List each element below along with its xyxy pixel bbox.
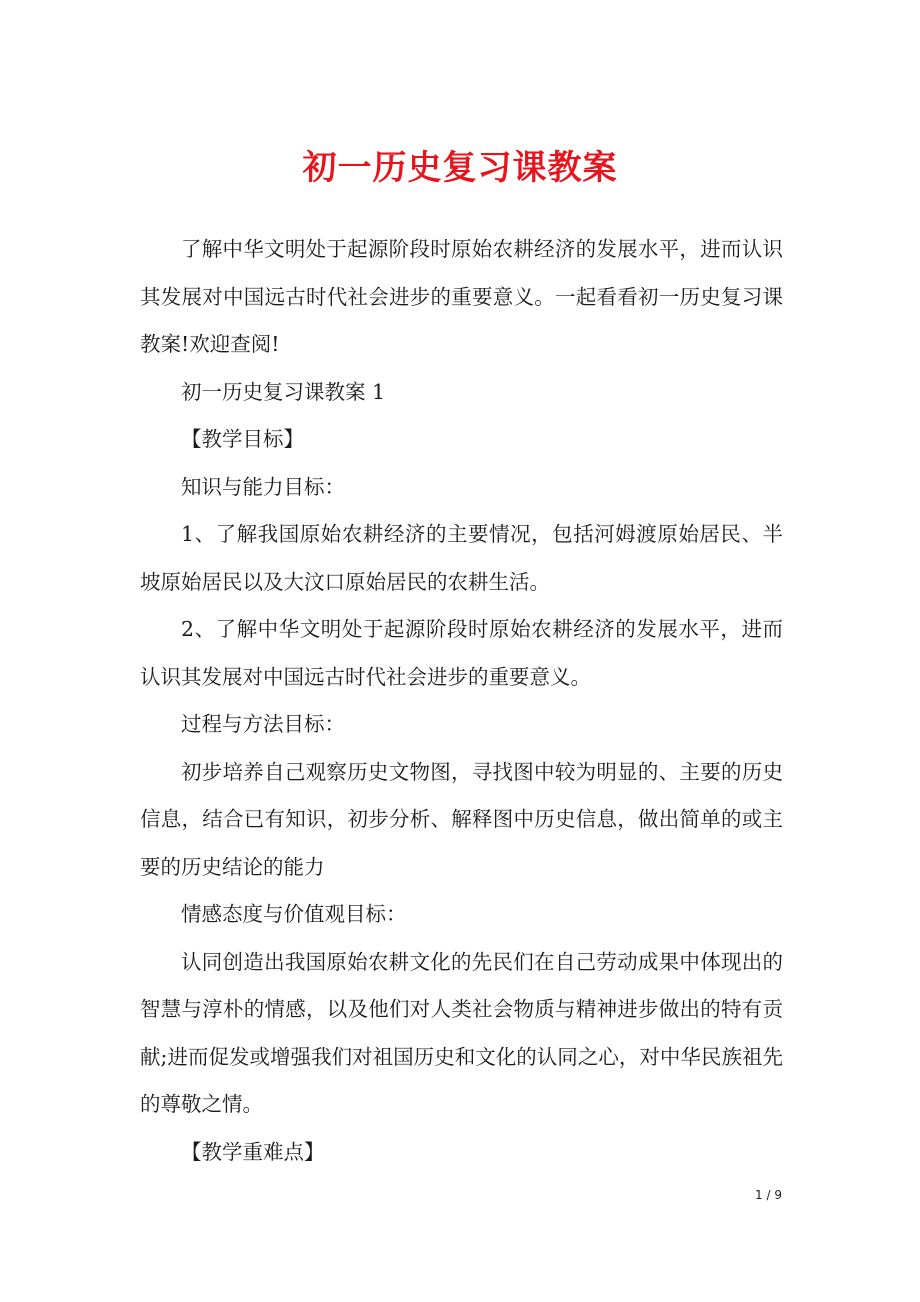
- paragraph-emotion-detail: 认同创造出我国原始农耕文化的先民们在自己劳动成果中体现出的智慧与淳朴的情感，以及他们对人类社会物质与精神进步做出的特有贡献;进而促发或增强我们对祖国历史和文化的认同之心，对中华民族祖先的尊敬之情。: [140, 949, 783, 1116]
- paragraph-method-goals: 过程与方法目标：: [181, 712, 345, 736]
- document-body: [140, 226, 783, 1176]
- paragraph-emotion-goals: 情感态度与价值观目标：: [181, 902, 407, 926]
- page-number: 1 / 9: [755, 1188, 782, 1202]
- paragraph-goal-2: 2、了解中华文明处于起源阶段时原始农耕经济的发展水平，进而认识其发展对中国远古时代社会进步的重要意义。: [140, 617, 783, 689]
- document-title: 初一历史复习课教案: [302, 148, 618, 188]
- paragraph-goal-1: 1、了解我国原始农耕经济的主要情况，包括河姆渡原始居民、半坡原始居民以及大汶口原始居民的农耕生活。: [140, 522, 783, 594]
- paragraph-method-detail: 初步培养自己观察历史文物图，寻找图中较为明显的、主要的历史信息，结合已有知识，初步分析、解释图中历史信息，做出简单的或主要的历史结论的能力: [140, 759, 783, 879]
- paragraph-intro: 了解中华文明处于起源阶段时原始农耕经济的发展水平，进而认识其发展对中国远古时代社会进步的重要意义。一起看看初一历史复习课教案!欢迎查阅!: [140, 237, 783, 356]
- paragraph-key-points: 【教学重难点】: [181, 1139, 325, 1164]
- paragraph-section-heading: 初一历史复习课教案 1: [181, 379, 386, 404]
- paragraph-knowledge-goals: 知识与能力目标：: [181, 474, 345, 499]
- paragraph-teaching-goals: 【教学目标】: [181, 427, 304, 451]
